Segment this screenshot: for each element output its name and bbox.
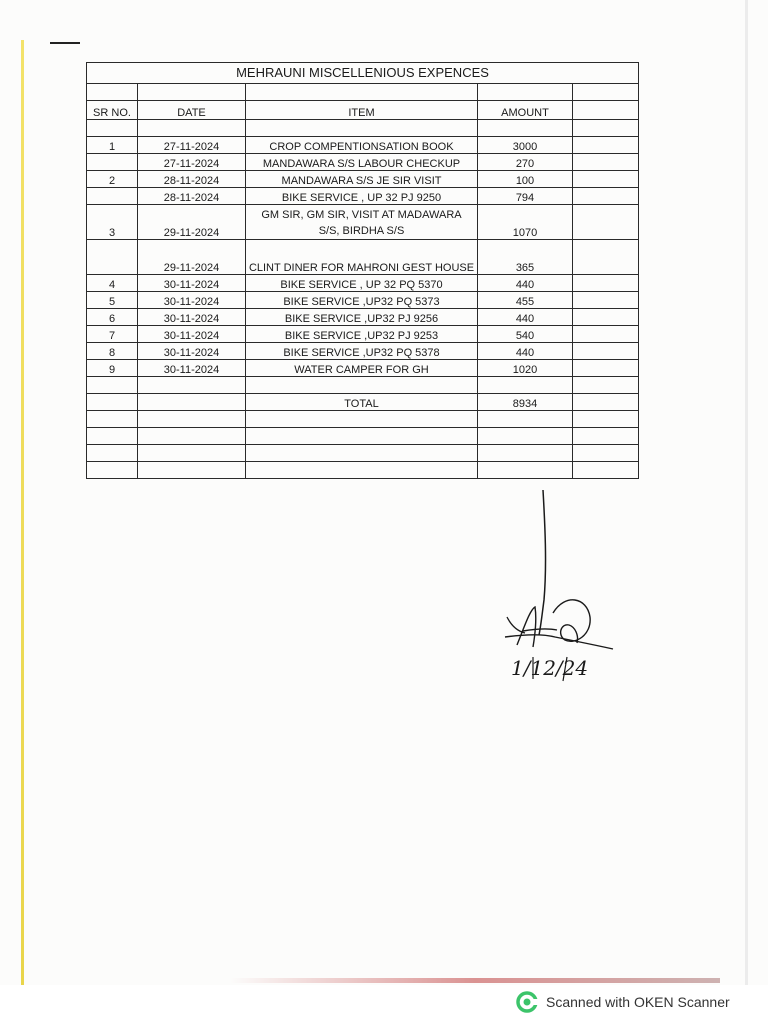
cell-date: 30-11-2024 (138, 292, 246, 309)
cell-item: BIKE SERVICE ,UP32 PJ 9253 (246, 326, 478, 343)
cell-sr: 5 (87, 292, 138, 309)
cell-sr: 7 (87, 326, 138, 343)
table-row (87, 309, 639, 326)
cell-date: 30-11-2024 (138, 326, 246, 343)
cell-amount: 270 (478, 154, 573, 171)
cell-date: 30-11-2024 (138, 309, 246, 326)
table-row (87, 428, 639, 445)
signature-date: 1/12/24 (511, 656, 589, 680)
cell-item: MANDAWARA S/S JE SIR VISIT (246, 171, 478, 188)
cell-sr: 9 (87, 360, 138, 377)
cell-amount: 3000 (478, 137, 573, 154)
cell-amount: 365 (478, 240, 573, 275)
cell-amount: 455 (478, 292, 573, 309)
cell-item: BIKE SERVICE , UP 32 PQ 5370 (246, 275, 478, 292)
table-title-row (87, 63, 639, 84)
table-title: MEHRAUNI MISCELLENIOUS EXPENCES (87, 63, 639, 84)
table-row (87, 326, 639, 343)
cell-date: 27-11-2024 (138, 137, 246, 154)
cell-date: 27-11-2024 (138, 154, 246, 171)
cell-sr: 3 (87, 205, 138, 240)
cell-item: CROP COMPENTIONSATION BOOK (246, 137, 478, 154)
table-row (87, 360, 639, 377)
cell-amount: 440 (478, 343, 573, 360)
header-amount: AMOUNT (478, 101, 573, 120)
cell-item (246, 205, 478, 240)
cell-amount: 1020 (478, 360, 573, 377)
cell-item: BIKE SERVICE ,UP32 PQ 5373 (246, 292, 478, 309)
cell-item: WATER CAMPER FOR GH (246, 360, 478, 377)
page-edge-yellow (21, 40, 24, 985)
header-sr-no: SR NO. (87, 101, 138, 120)
handwritten-signature (495, 485, 625, 695)
table-row (87, 120, 639, 137)
cell-sr (87, 240, 138, 275)
table-row (87, 462, 639, 479)
cell-sr (87, 154, 138, 171)
cell-date: 28-11-2024 (138, 171, 246, 188)
cell-item-line-2: S/S, BIRDHA S/S (318, 225, 405, 237)
cell-amount: 1070 (478, 205, 573, 240)
page-edge-bottom (230, 978, 720, 983)
scanner-watermark-text: Scanned with OKEN Scanner (546, 994, 730, 1010)
cell-item: BIKE SERVICE ,UP32 PQ 5378 (246, 343, 478, 360)
table-row (87, 411, 639, 428)
table-row (87, 205, 639, 240)
table-row (87, 377, 639, 394)
table-row (87, 445, 639, 462)
table-row (87, 171, 639, 188)
table-row (87, 137, 639, 154)
cell-date: 30-11-2024 (138, 343, 246, 360)
cell-amount: 794 (478, 188, 573, 205)
cell-date: 28-11-2024 (138, 188, 246, 205)
cell-date: 30-11-2024 (138, 275, 246, 292)
table-row (87, 343, 639, 360)
cell-amount: 440 (478, 275, 573, 292)
cell-sr: 8 (87, 343, 138, 360)
cell-amount: 540 (478, 326, 573, 343)
cell-sr: 1 (87, 137, 138, 154)
cell-sr (87, 188, 138, 205)
cell-amount: 440 (478, 309, 573, 326)
cell-item: CLINT DINER FOR MAHRONI GEST HOUSE (246, 240, 478, 275)
header-item: ITEM (246, 101, 478, 120)
table-row (87, 240, 639, 275)
cell-item: MANDAWARA S/S LABOUR CHECKUP (246, 154, 478, 171)
total-row (87, 394, 639, 411)
cell-sr: 2 (87, 171, 138, 188)
pen-dash-mark (50, 42, 80, 44)
page-edge-right (745, 0, 748, 985)
table-header-row (87, 101, 639, 120)
table-row (87, 188, 639, 205)
cell-date: 29-11-2024 (138, 240, 246, 275)
total-label: TOTAL (246, 394, 478, 411)
scanner-footer (516, 990, 730, 1014)
cell-item: BIKE SERVICE ,UP32 PJ 9256 (246, 309, 478, 326)
cell-item: BIKE SERVICE , UP 32 PJ 9250 (246, 188, 478, 205)
cell-sr: 6 (87, 309, 138, 326)
total-amount: 8934 (478, 394, 573, 411)
table-row (87, 275, 639, 292)
table-row (87, 84, 639, 101)
cell-item-line-1: GM SIR, GM SIR, VISIT AT MADAWARA (261, 209, 462, 221)
table-row (87, 292, 639, 309)
header-date: DATE (138, 101, 246, 120)
cell-date: 30-11-2024 (138, 360, 246, 377)
cell-date: 29-11-2024 (138, 205, 246, 240)
expense-table (86, 62, 639, 479)
cell-sr: 4 (87, 275, 138, 292)
cell-amount: 100 (478, 171, 573, 188)
oken-scanner-logo-icon (516, 991, 538, 1013)
table-row (87, 154, 639, 171)
